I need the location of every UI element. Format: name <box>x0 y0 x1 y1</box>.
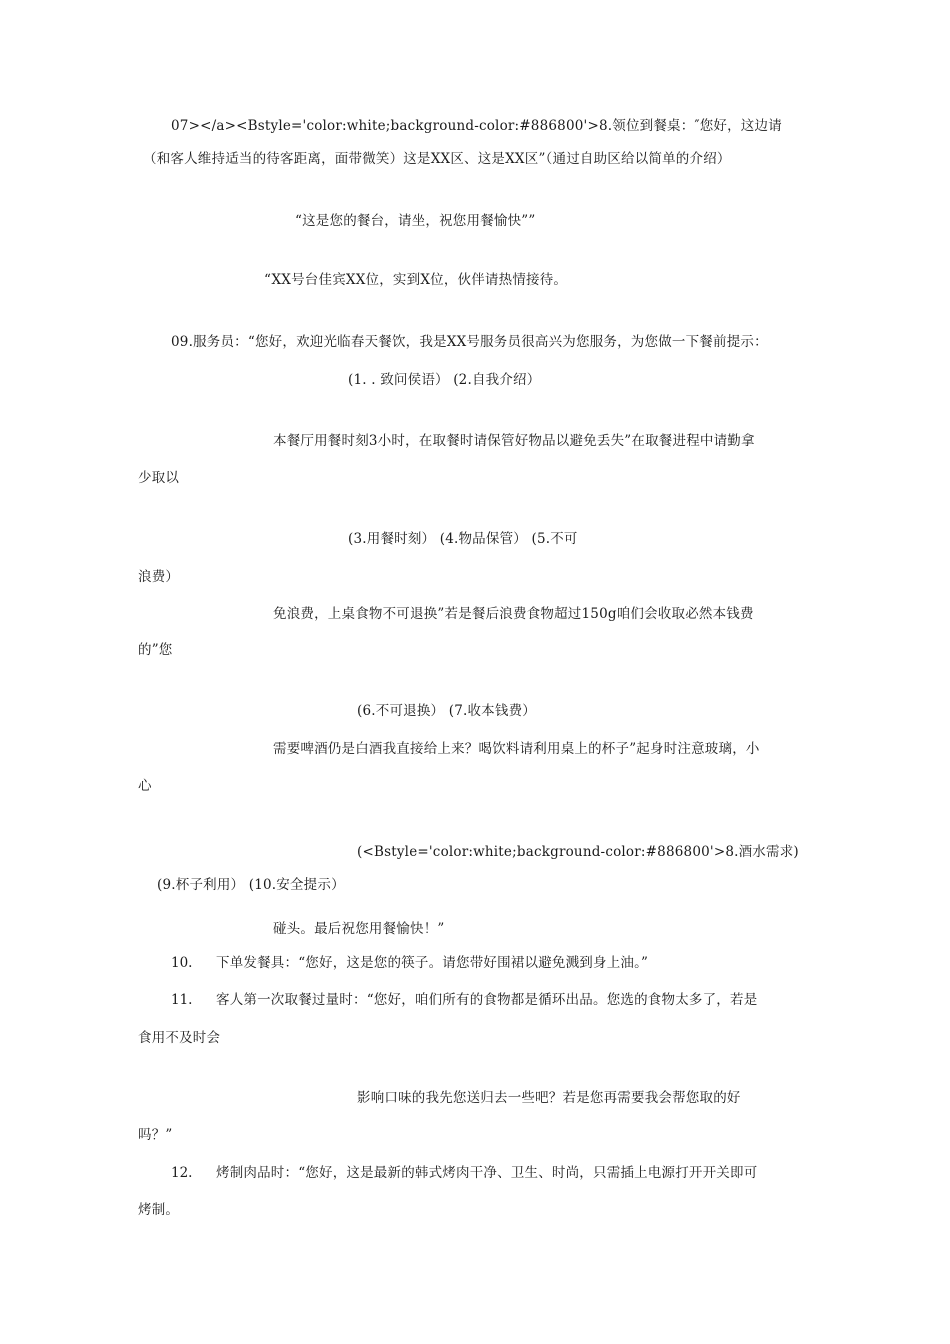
paragraph-line: 需要啤酒仍是白酒我直接给上来？喝饮料请利用桌上的杯子”起身时注意玻璃，小 <box>273 741 760 757</box>
paragraph-line: 少取以 <box>138 470 180 486</box>
paragraph-line: 本餐厅用餐时刻3小时，在取餐时请保管好物品以避免丢失”在取餐进程中请勤拿 <box>273 433 755 449</box>
paragraph-line: 浪费） <box>138 569 180 585</box>
paragraph-line: (1. . 致问侯语） (2.自我介绍） <box>348 372 541 388</box>
paragraph-line: 烤制肉品时：“您好，这是最新的韩式烤肉干净、卫生、时尚，只需插上电源打开开关即可 <box>216 1165 758 1181</box>
paragraph-line: 烤制。 <box>138 1202 180 1218</box>
item-number: 10. <box>171 955 193 971</box>
item-number: 12. <box>171 1165 193 1181</box>
paragraph-line: 食用不及时会 <box>138 1030 221 1046</box>
paragraph-line: 客人第一次取餐过量时：“您好，咱们所有的食物都是循环出品。您选的食物太多了，若是 <box>216 992 758 1008</box>
paragraph-line: “这是您的餐台，请坐，祝您用餐愉快”” <box>295 213 536 229</box>
paragraph-line: (<Bstyle='color:white;background-color:#886800'>8.酒水需求) <box>357 844 799 860</box>
paragraph-line: “XX号台佳宾XX位，实到X位，伙伴请热情接待。 <box>264 272 568 288</box>
paragraph-line: 碰头。最后祝您用餐愉快！” <box>273 921 445 937</box>
paragraph-line: (9.杯子利用） (10.安全提示） <box>157 877 345 893</box>
paragraph-line: 09.服务员：“您好，欢迎光临春天餐饮，我是XX号服务员很高兴为您服务，为您做一下餐前提示： <box>171 334 768 350</box>
paragraph-line: 免浪费，上桌食物不可退换”若是餐后浪费食物超过150g咱们会收取必然本钱费 <box>273 606 754 622</box>
paragraph-line: 07></a><Bstyle='color:white;background-color:#886800'>8.领位到餐桌：″您好，这边请 <box>171 118 782 134</box>
paragraph-line: 心 <box>138 778 152 794</box>
paragraph-line: (6.不可退换） (7.收本钱费） <box>357 703 536 719</box>
paragraph-line: 的”您 <box>138 642 173 658</box>
item-number: 11. <box>171 992 193 1008</box>
paragraph-line: 下单发餐具：“您好，这是您的筷子。请您带好围裙以避免溅到身上油。” <box>216 955 649 971</box>
paragraph-line: 吗？” <box>138 1127 173 1143</box>
paragraph-line: （和客人维持适当的待客距离，面带微笑）这是XX区、这是XX区”（通过自助区给以简单的介绍） <box>143 151 731 167</box>
paragraph-line: 影响口味的我先您送归去一些吧？若是您再需要我会帮您取的好 <box>357 1090 741 1106</box>
paragraph-line: (3.用餐时刻） (4.物品保管） (5.不可 <box>348 531 578 547</box>
